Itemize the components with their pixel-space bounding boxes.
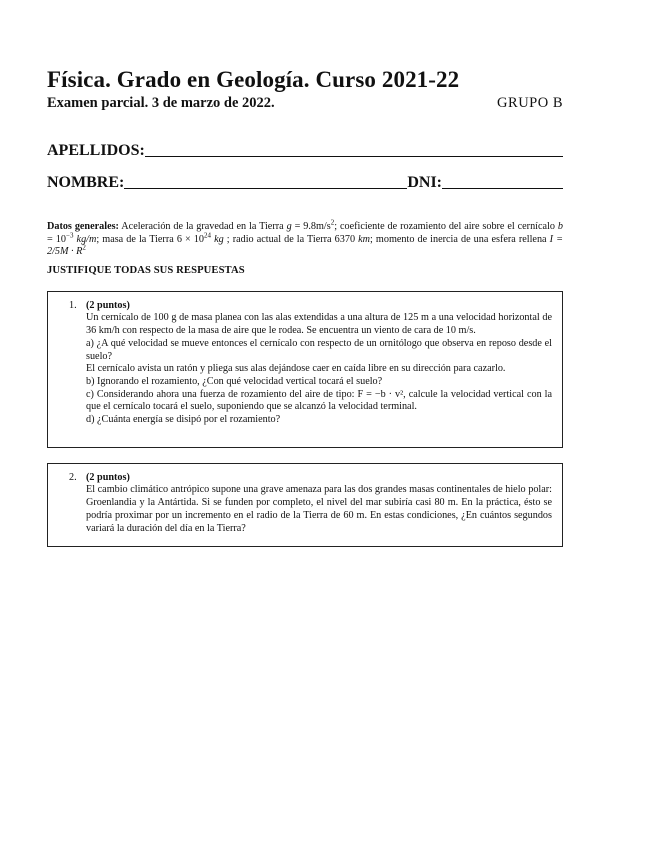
radius-units: km [358, 233, 371, 245]
dni-field[interactable] [442, 188, 563, 189]
general-text: Aceleración de la gravedad en la Tierra [118, 221, 287, 232]
general-text: ; masa de la Tierra 6 × 10 [96, 233, 205, 245]
exam-subtitle: Examen parcial. 3 de marzo de 2022. [47, 95, 275, 111]
question-1-box [47, 291, 563, 448]
b-units: kg/m [73, 233, 97, 245]
g-exponent: 2 [330, 218, 335, 227]
question-number: 1. [69, 299, 77, 311]
question-part-b: b) Ignorando el rozamiento, ¿Con qué velocidad vertical tocará el suelo? [86, 376, 383, 387]
general-text: ; momento de inercia de una esfera rellena [370, 233, 550, 245]
inertia-formula: I = 2/5M · R [47, 233, 563, 258]
instructions: JUSTIFIQUE TODAS SUS RESPUESTAS [47, 264, 245, 276]
b-symbol: b [557, 221, 563, 232]
general-text: ; radio actual de la Tierra 6370 [223, 233, 359, 245]
exam-title: Física. Grado en Geología. Curso 2021-22 [47, 67, 460, 92]
question-2-box [47, 463, 563, 547]
nombre-row [47, 174, 563, 192]
group-label: GRUPO B [497, 95, 563, 111]
general-text: ; coeficiente de rozamiento del aire sobre el cernícalo [334, 221, 558, 232]
question-paragraph: Un cernícalo de 100 g de masa planea con las alas extendidas a una altura de 125 m a una velocidad horizontal de 36 km/h con respecto de la masa de aire que le rodea. Se encuentra un viento de cara de 10 m/s. [86, 312, 552, 337]
question-paragraph: El cernícalo avista un ratón y pliega sus alas dejándose caer en caída libre en su dirección para cazarlo. [86, 363, 506, 375]
apellidos-field[interactable] [145, 156, 563, 157]
nombre-field[interactable] [124, 188, 407, 189]
nombre-label: NOMBRE: [47, 174, 125, 191]
g-value: = 9.8m/s [291, 221, 331, 232]
mass-exponent: 24 [204, 231, 212, 240]
question-part-c: c) Considerando ahora una fuerza de rozamiento del aire de tipo: F = −b · v², calcule la velocidad vertical con la que el cernícalo tocará el suelo, suponiendo que se alcanzó la velocidad terminal. [86, 388, 552, 413]
question-points: (2 puntos) [86, 471, 130, 483]
exam-page [47, 66, 563, 547]
b-exponent: −3 [66, 231, 74, 240]
apellidos-label: APELLIDOS: [47, 142, 145, 159]
general-data [47, 218, 563, 259]
inertia-exponent: 2 [82, 243, 86, 252]
g-symbol: g [286, 221, 292, 232]
b-value: = 10 [47, 233, 67, 245]
subtitle-row [47, 95, 563, 112]
general-data-label: Datos generales: [47, 221, 119, 232]
dni-label: DNI: [407, 174, 442, 191]
question-points: (2 puntos) [86, 299, 130, 311]
question-part-a: a) ¿A qué velocidad se mueve entonces el cernícalo con respecto de un ornitólogo que observa en reposo desde el suelo? [86, 337, 552, 362]
apellidos-row [47, 142, 563, 160]
question-paragraph: El cambio climático antrópico supone una grave amenaza para las dos grandes masas continentales de hielo polar: Groenlandia y la Antártida. Si se funden por completo, el nivel del mar subiría casi 80 m. En la práctica, ésto se podría proximar por un incremento en el radio de la Tierra de 60 m. En estas condiciones, ¿En cuántos segundos variará la duración del día en la Tierra? [86, 484, 552, 534]
question-number: 2. [69, 471, 77, 483]
mass-units: kg [211, 233, 224, 245]
question-part-d: d) ¿Cuánta energía se disipó por el rozamiento? [86, 414, 281, 426]
